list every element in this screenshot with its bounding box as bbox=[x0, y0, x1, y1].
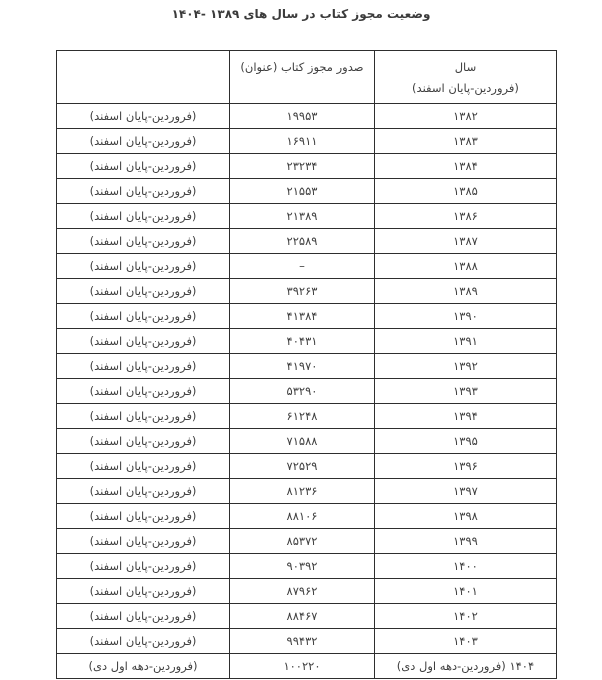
count-cell: ۷۱۵۸۸ bbox=[230, 429, 375, 454]
period-cell: (فروردین-پایان اسفند) bbox=[57, 379, 230, 404]
count-cell: ۱۹۹۵۳ bbox=[230, 104, 375, 129]
count-cell: ۷۲۵۲۹ bbox=[230, 454, 375, 479]
period-cell: (فروردین-پایان اسفند) bbox=[57, 204, 230, 229]
table-row bbox=[57, 379, 557, 404]
period-cell: (فروردین-پایان اسفند) bbox=[57, 129, 230, 154]
year-cell: ۱۴۰۳ bbox=[374, 629, 556, 654]
year-cell: ۱۳۸۶ bbox=[374, 204, 556, 229]
year-cell: ۱۴۰۰ bbox=[374, 554, 556, 579]
table-row bbox=[57, 329, 557, 354]
year-cell: ۱۳۹۱ bbox=[374, 329, 556, 354]
page-title: وضعیت مجوز کتاب در سال های ۱۳۸۹ -۱۴۰۴ bbox=[171, 7, 431, 21]
year-cell: ۱۳۸۸ bbox=[374, 254, 556, 279]
year-cell: ۱۴۰۲ bbox=[374, 604, 556, 629]
year-cell: ۱۳۹۳ bbox=[374, 379, 556, 404]
period-cell: (فروردین-پایان اسفند) bbox=[57, 329, 230, 354]
count-cell: ۸۱۲۳۶ bbox=[230, 479, 375, 504]
count-cell: ۱۰۰۲۲۰ bbox=[230, 654, 375, 679]
year-cell: ۱۳۸۷ bbox=[374, 229, 556, 254]
period-cell: (فروردین-پایان اسفند) bbox=[57, 629, 230, 654]
period-cell: (فروردین-پایان اسفند) bbox=[57, 429, 230, 454]
year-cell: ۱۳۹۲ bbox=[374, 354, 556, 379]
year-cell: ۱۳۸۹ bbox=[374, 279, 556, 304]
count-cell: ۵۳۲۹۰ bbox=[230, 379, 375, 404]
year-cell: ۱۳۹۶ bbox=[374, 454, 556, 479]
period-cell: (فروردین-پایان اسفند) bbox=[57, 529, 230, 554]
year-cell: ۱۳۹۹ bbox=[374, 529, 556, 554]
table-row bbox=[57, 629, 557, 654]
period-cell: (فروردین-پایان اسفند) bbox=[57, 279, 230, 304]
table-row bbox=[57, 404, 557, 429]
table-row bbox=[57, 254, 557, 279]
count-cell: ۳۹۲۶۳ bbox=[230, 279, 375, 304]
period-cell: (فروردین-پایان اسفند) bbox=[57, 554, 230, 579]
count-cell: ۴۰۴۳۱ bbox=[230, 329, 375, 354]
period-cell: (فروردین-پایان اسفند) bbox=[57, 254, 230, 279]
table-row bbox=[57, 579, 557, 604]
count-cell: ۸۷۹۶۲ bbox=[230, 579, 375, 604]
year-cell: ۱۳۸۴ bbox=[374, 154, 556, 179]
header-year bbox=[374, 51, 556, 104]
table-row bbox=[57, 154, 557, 179]
table-row bbox=[57, 604, 557, 629]
table-row bbox=[57, 179, 557, 204]
period-cell: (فروردین-پایان اسفند) bbox=[57, 104, 230, 129]
table-row bbox=[57, 554, 557, 579]
year-cell: ۱۴۰۴ (فروردین-دهه اول دی) bbox=[374, 654, 556, 679]
header-period bbox=[57, 51, 230, 104]
table-row bbox=[57, 654, 557, 679]
period-cell: (فروردین-پایان اسفند) bbox=[57, 404, 230, 429]
book-permit-table bbox=[56, 50, 557, 679]
period-cell: (فروردین-پایان اسفند) bbox=[57, 304, 230, 329]
table-row bbox=[57, 479, 557, 504]
period-cell: (فروردین-پایان اسفند) bbox=[57, 154, 230, 179]
count-cell: ۸۸۴۶۷ bbox=[230, 604, 375, 629]
year-cell: ۱۳۹۵ bbox=[374, 429, 556, 454]
year-cell: ۱۳۹۷ bbox=[374, 479, 556, 504]
count-cell: ۹۰۳۹۲ bbox=[230, 554, 375, 579]
count-cell: ۲۱۳۸۹ bbox=[230, 204, 375, 229]
year-cell: ۱۳۹۰ bbox=[374, 304, 556, 329]
year-cell: ۱۴۰۱ bbox=[374, 579, 556, 604]
count-cell: ۹۹۴۳۲ bbox=[230, 629, 375, 654]
count-cell: ۲۳۲۳۴ bbox=[230, 154, 375, 179]
count-cell: ۸۸۱۰۶ bbox=[230, 504, 375, 529]
period-cell: (فروردین-پایان اسفند) bbox=[57, 579, 230, 604]
table-row bbox=[57, 304, 557, 329]
year-cell: ۱۳۸۲ bbox=[374, 104, 556, 129]
table-header bbox=[57, 51, 557, 104]
table-row bbox=[57, 229, 557, 254]
year-cell: ۱۳۹۸ bbox=[374, 504, 556, 529]
period-cell: (فروردین-پایان اسفند) bbox=[57, 604, 230, 629]
year-cell: ۱۳۹۴ bbox=[374, 404, 556, 429]
header-row bbox=[57, 51, 557, 104]
year-cell: ۱۳۸۳ bbox=[374, 129, 556, 154]
table-row bbox=[57, 354, 557, 379]
header-count: صدور مجوز کتاب (عنوان) bbox=[230, 51, 375, 104]
header-year-line1: سال bbox=[454, 60, 477, 74]
period-cell: (فروردین-پایان اسفند) bbox=[57, 454, 230, 479]
count-cell: ۴۱۹۷۰ bbox=[230, 354, 375, 379]
count-cell: – bbox=[230, 254, 375, 279]
count-cell: ۲۲۵۸۹ bbox=[230, 229, 375, 254]
table-body bbox=[57, 104, 557, 679]
period-cell: (فروردین-پایان اسفند) bbox=[57, 179, 230, 204]
period-cell: (فروردین-پایان اسفند) bbox=[57, 354, 230, 379]
table-row bbox=[57, 204, 557, 229]
header-year-line2: (فروردین-پایان اسفند) bbox=[412, 80, 519, 95]
count-cell: ۱۶۹۱۱ bbox=[230, 129, 375, 154]
table-row bbox=[57, 429, 557, 454]
count-cell: ۴۱۳۸۴ bbox=[230, 304, 375, 329]
period-cell: (فروردین-دهه اول دی) bbox=[57, 654, 230, 679]
table-row bbox=[57, 454, 557, 479]
period-cell: (فروردین-پایان اسفند) bbox=[57, 229, 230, 254]
table-row bbox=[57, 129, 557, 154]
table-row bbox=[57, 104, 557, 129]
period-cell: (فروردین-پایان اسفند) bbox=[57, 504, 230, 529]
count-cell: ۸۵۳۷۲ bbox=[230, 529, 375, 554]
period-cell: (فروردین-پایان اسفند) bbox=[57, 479, 230, 504]
count-cell: ۲۱۵۵۳ bbox=[230, 179, 375, 204]
table-row bbox=[57, 504, 557, 529]
year-cell: ۱۳۸۵ bbox=[374, 179, 556, 204]
table-row bbox=[57, 279, 557, 304]
count-cell: ۶۱۲۴۸ bbox=[230, 404, 375, 429]
table-row bbox=[57, 529, 557, 554]
